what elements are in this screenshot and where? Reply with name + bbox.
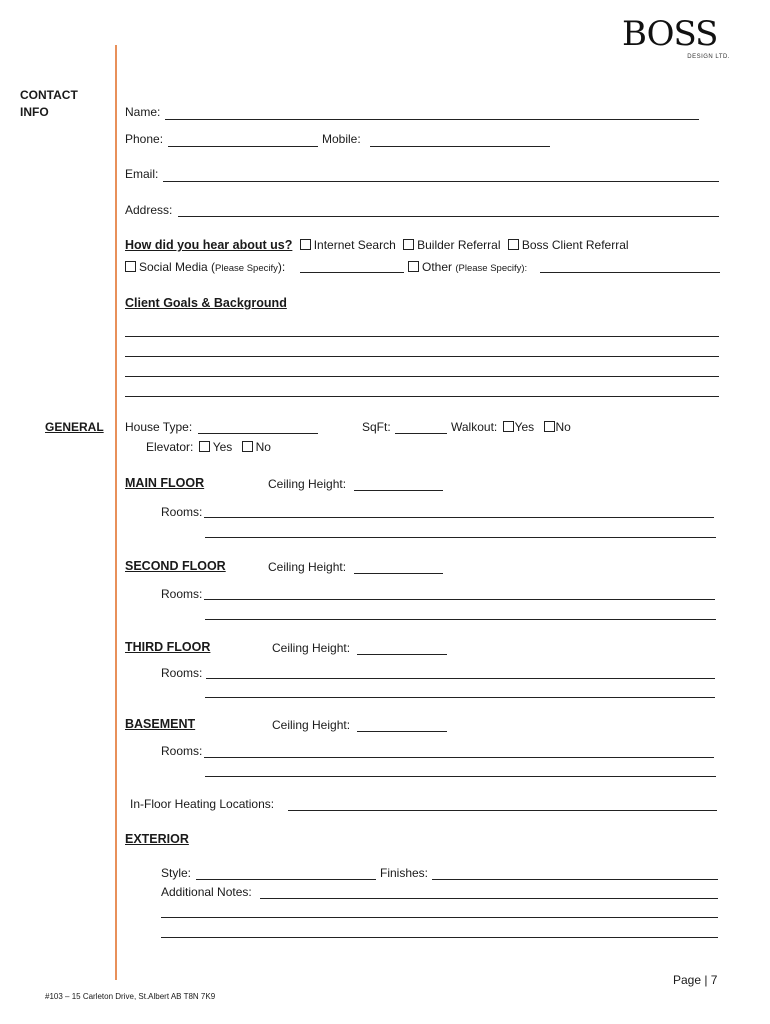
internet-search-label: Internet Search: [313, 238, 396, 252]
phone-field[interactable]: [168, 146, 318, 147]
boss-client-referral-checkbox[interactable]: [508, 239, 519, 250]
goals-line[interactable]: [125, 356, 719, 357]
second-floor-title: SECOND FLOOR: [125, 559, 226, 573]
basement-rooms-line[interactable]: [205, 776, 716, 777]
builder-referral-label: Builder Referral: [417, 238, 501, 252]
house-type-label: House Type:: [125, 420, 193, 434]
elevator-label: Elevator:: [146, 440, 194, 454]
other-field[interactable]: [540, 272, 720, 273]
sqft-field[interactable]: [395, 433, 447, 434]
notes-field[interactable]: [260, 898, 718, 899]
second-ceiling-field[interactable]: [354, 573, 443, 574]
notes-line[interactable]: [161, 917, 718, 918]
finishes-field[interactable]: [432, 879, 718, 880]
internet-search-checkbox[interactable]: [300, 239, 311, 250]
footer-address: #103 – 15 Carleton Drive, St.Albert AB T8N 7K9: [45, 992, 216, 1001]
hear-other: [408, 260, 527, 274]
main-rooms-line[interactable]: [205, 537, 716, 538]
social-media-close: ):: [277, 260, 286, 274]
goals-line[interactable]: [125, 396, 719, 397]
basement-ceiling-field[interactable]: [357, 731, 447, 732]
third-floor-title: THIRD FLOOR: [125, 640, 211, 654]
main-rooms-label: Rooms:: [161, 505, 203, 519]
walkout-no-checkbox[interactable]: [544, 421, 555, 432]
main-ceiling-label: Ceiling Height:: [268, 477, 347, 491]
walkout-no-label: No: [555, 420, 571, 434]
mobile-field[interactable]: [370, 146, 550, 147]
basement-ceiling-label: Ceiling Height:: [272, 718, 351, 732]
boss-logo: [622, 14, 732, 64]
social-media-checkbox[interactable]: [125, 261, 136, 272]
elevator-yes-label: Yes: [212, 440, 233, 454]
basement-rooms-field[interactable]: [204, 757, 714, 758]
second-rooms-field[interactable]: [204, 599, 715, 600]
elevator-yes-checkbox[interactable]: [199, 441, 210, 452]
style-field[interactable]: [196, 879, 376, 880]
other-label: Other: [422, 260, 456, 274]
walkout-yes-label: Yes: [514, 420, 535, 434]
general-label: GENERAL: [45, 420, 104, 434]
other-checkbox[interactable]: [408, 261, 419, 272]
third-ceiling-field[interactable]: [357, 654, 447, 655]
boss-client-referral-label: Boss Client Referral: [521, 238, 629, 252]
finishes-label: Finishes:: [380, 866, 429, 880]
elevator-no-checkbox[interactable]: [242, 441, 253, 452]
address-field[interactable]: [178, 216, 719, 217]
name-label: Name:: [125, 105, 161, 119]
logo-subtitle: DESIGN LTD.: [687, 54, 730, 60]
style-label: Style:: [161, 866, 192, 880]
hear-question: How did you hear about us?: [125, 238, 293, 252]
third-rooms-field[interactable]: [206, 678, 715, 679]
main-rooms-field[interactable]: [204, 517, 714, 518]
exterior-title: EXTERIOR: [125, 832, 189, 846]
builder-referral-checkbox[interactable]: [403, 239, 414, 250]
main-ceiling-field[interactable]: [354, 490, 443, 491]
vertical-divider: [115, 45, 117, 980]
third-rooms-line[interactable]: [205, 697, 715, 698]
notes-label: Additional Notes:: [161, 885, 252, 899]
sqft-label: SqFt:: [362, 420, 391, 434]
email-label: Email:: [125, 167, 159, 181]
elevator-no-label: No: [255, 440, 271, 454]
logo-text: BOSS: [622, 14, 718, 54]
goals-line[interactable]: [125, 336, 719, 337]
page-number: Page | 7: [673, 973, 718, 987]
phone-label: Phone:: [125, 132, 164, 146]
address-label: Address:: [125, 203, 173, 217]
second-rooms-line[interactable]: [205, 619, 716, 620]
house-type-field[interactable]: [198, 433, 318, 434]
second-ceiling-label: Ceiling Height:: [268, 560, 347, 574]
email-field[interactable]: [163, 181, 719, 182]
client-goals-title: Client Goals & Background: [125, 296, 287, 310]
name-field[interactable]: [165, 119, 699, 120]
hear-row-2: [125, 260, 285, 274]
third-rooms-label: Rooms:: [161, 666, 203, 680]
second-rooms-label: Rooms:: [161, 587, 203, 601]
walkout-row: [451, 420, 571, 434]
notes-line[interactable]: [161, 937, 718, 938]
social-media-specify: Please Specify: [215, 263, 278, 274]
social-media-label: Social Media (: [139, 260, 216, 274]
other-specify: (Please Specify):: [455, 263, 528, 274]
contact-info-label: CONTACT INFO: [20, 88, 78, 119]
basement-title: BASEMENT: [125, 717, 196, 731]
social-media-field[interactable]: [300, 272, 404, 273]
hear-row-1: [125, 238, 629, 252]
third-ceiling-label: Ceiling Height:: [272, 641, 351, 655]
elevator-row: [146, 440, 271, 454]
heating-field[interactable]: [288, 810, 717, 811]
walkout-label: Walkout:: [451, 420, 498, 434]
goals-line[interactable]: [125, 376, 719, 377]
mobile-label: Mobile:: [322, 132, 361, 146]
walkout-yes-checkbox[interactable]: [503, 421, 514, 432]
heating-label: In-Floor Heating Locations:: [130, 797, 275, 811]
basement-rooms-label: Rooms:: [161, 744, 203, 758]
main-floor-title: MAIN FLOOR: [125, 476, 205, 490]
